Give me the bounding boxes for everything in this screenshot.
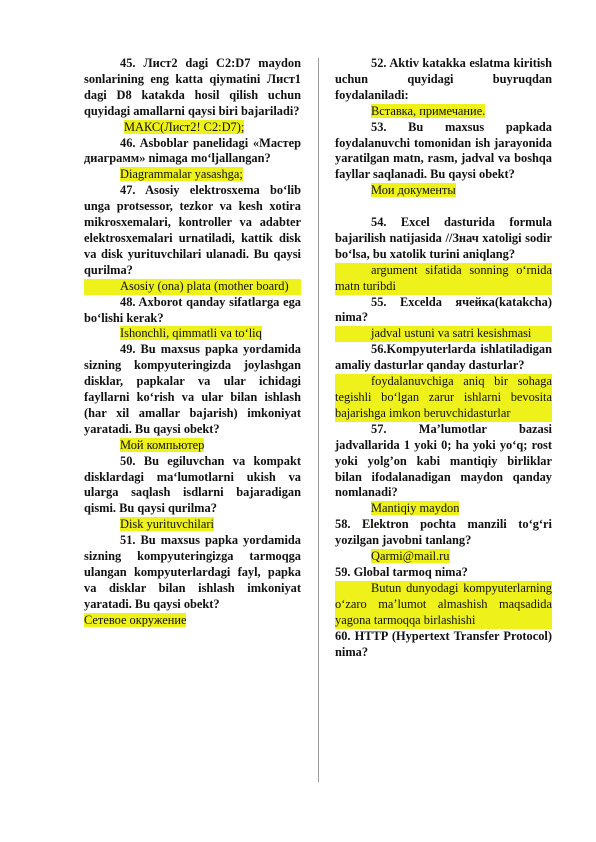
question-60: 60. HTTP (Hypertext Transfer Protocol) nima?: [335, 628, 552, 659]
left-column: [84, 56, 301, 629]
question-53: 53. Bu maxsus papkada foydalanuvchi tomonidan ish jarayonida yaratilgan matn, rasm, jadval va boshqa fayllar saqlanadi. Bu qaysi obekt?: [335, 119, 552, 182]
column-divider: [318, 58, 319, 782]
question-50: 50. Bu egiluvchan va kompakt disklardagi ma‘lumotlarni ukish va ularga saqlash isdlarni bajaradigan qismi. Bu qaysi qurilma?: [84, 453, 301, 516]
answer-54: argument sifatida sonning o‘rnida matn turibdi: [335, 262, 552, 293]
answer-46: Diagrammalar yasashga;: [120, 167, 243, 182]
question-57: 57. Ma’lumotlar bazasi jadvallarida 1 yoki 0; ha yoki yo‘q; rost yoki yolg’on kabi mantiqiy birliklar bilan ifodalanadigan maydon qanday nomlanadi?: [335, 421, 552, 500]
question-56: 56.Kompyuterlarda ishlatiladigan amaliy dasturlar qanday dasturlar?: [335, 342, 552, 373]
question-59: 59. Global tarmoq nima?: [335, 564, 468, 579]
question-48: 48. Axborot qanday sifatlarga ega bo‘lishi kerak?: [84, 294, 301, 325]
answer-55: jadval ustuni va satri kesishmasi: [335, 326, 552, 342]
question-46: 46. Asboblar panelidagi «Мастер диаграмм» nimaga mo‘ljallangan?: [84, 135, 301, 166]
question-47: 47. Asosiy elektrosxema bo‘lib unga protsessor, tezkor va kesh xotira mikrosxemalari, kontroller va adabter elektrosxemalari urnatiladi, kattik disk va disk yurituvchilari ulanadi. Bu qaysi qurilma?: [84, 183, 301, 277]
answer-59: Butun dunyodagi kompyuterlarning o‘zaro ma’lumot almashish maqsadida yagona tarmoqqa birlashishi: [335, 580, 552, 627]
right-column: [335, 56, 552, 660]
answer-50: Disk yurituvchilari: [120, 517, 214, 532]
question-52: 52. Aktiv katakka eslatma kiritish uchun quyidagi buyruqdan foydalaniladi:: [335, 56, 552, 102]
answer-52: Вставка, примечание.: [371, 103, 486, 118]
answer-53: Мои документы: [371, 183, 456, 198]
question-55: 55. Excelda ячейка(katakcha) nima?: [335, 294, 552, 325]
answer-58: Qarmi@mail.ru: [371, 549, 450, 564]
answer-56: foydalanuvchiga aniq bir sohaga tegishli bo‘lgan zarur ishlarni bevosita bajarishga imkon beruvchidasturlar: [335, 374, 552, 420]
spacer: [335, 199, 552, 215]
question-51: 51. Bu maxsus papka yordamida sizning kompyuteringizga tarmoqga ulangan kompyuterlardagi fayl, papka va disklar bilan ishlash imkoniyat yaratadi. Bu qaysi obekt?: [84, 533, 301, 611]
answer-47: Asosiy (ona) plata (mother board): [84, 279, 301, 295]
question-54: 54. Excel dasturida formula bajarilish natijasida //Знач xatoligi sodir bo‘lsa, bu xatolik turini aniqlang?: [335, 215, 552, 261]
answer-49: Мой компьютер: [120, 437, 205, 452]
question-58: 58. Elektron pochta manzili to‘g‘ri yozilgan javobni tanlang?: [335, 517, 552, 548]
answer-48: Ishonchli, qimmatli va to‘liq: [120, 326, 262, 341]
question-49: 49. Bu maxsus papka yordamida sizning kompyuteringizda joylashgan disklar, papkalar va ular ichidagi fayllarni ko‘rish va ular bilan ishlash (har xil amallar bajarish) imkoniyat yaratadi. Bu qaysi obekt?: [84, 342, 301, 436]
answer-45: МАКС(Лист2! C2:D7);: [124, 119, 245, 134]
answer-57: Mantiqiy maydon: [371, 501, 460, 516]
answer-51: Сетевое окружение: [84, 612, 187, 627]
question-45: 45. Лист2 dagi C2:D7 maydon sonlarining eng katta qiymatini Лист1 dagi D8 katakda hosil qilish uchun quyidagi amallarni qaysi biri bajariladi?: [84, 56, 301, 118]
